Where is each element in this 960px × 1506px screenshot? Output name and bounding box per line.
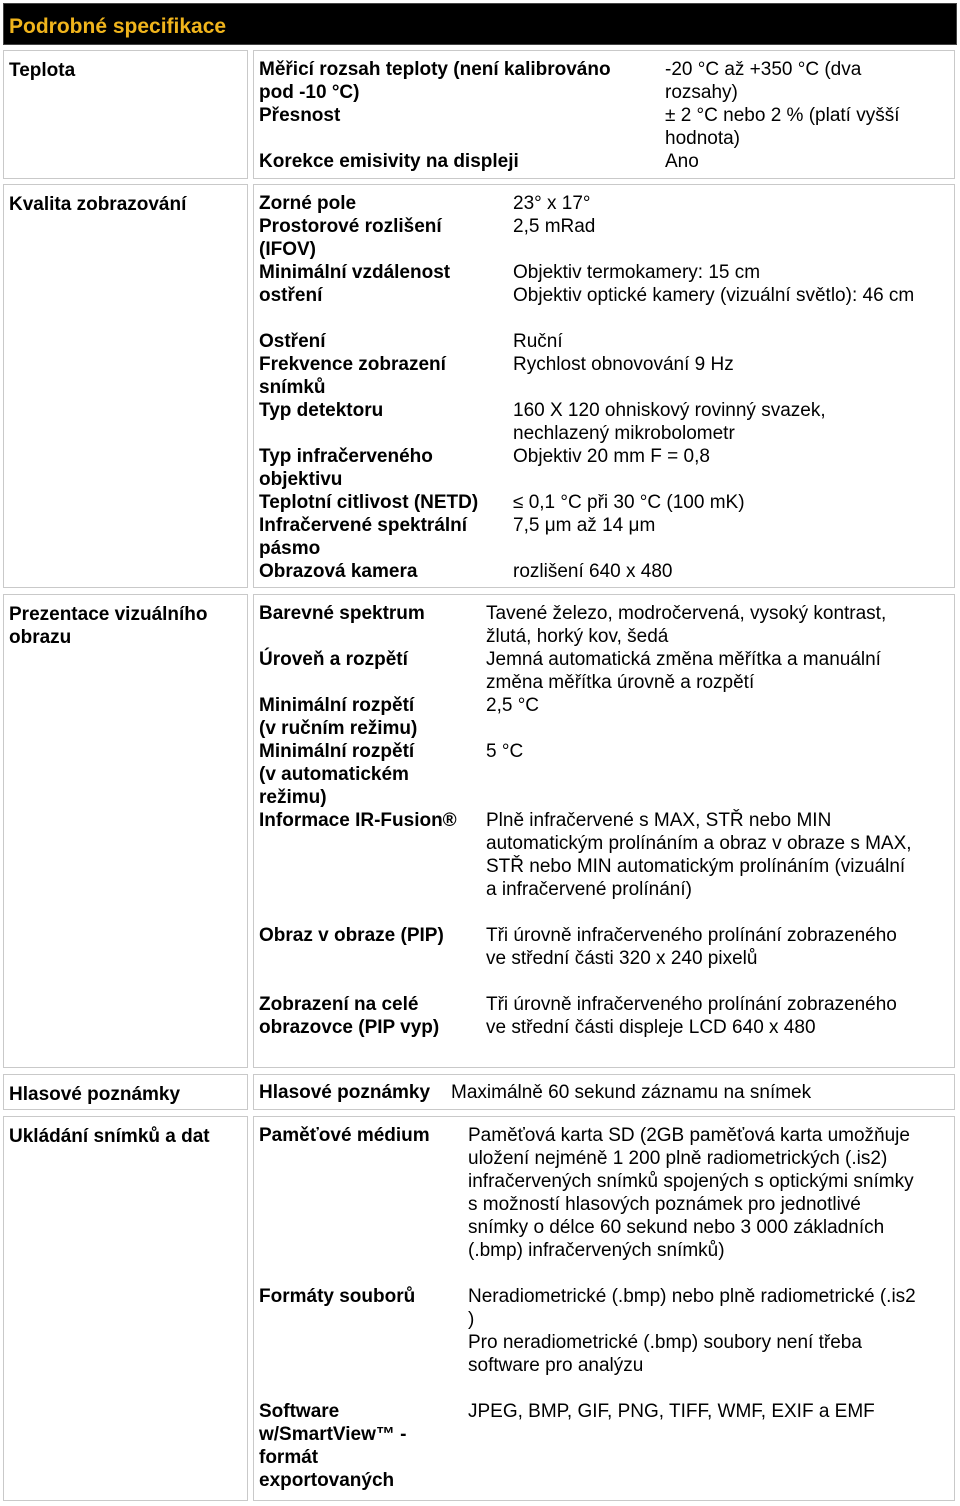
spec-value — [513, 215, 595, 238]
spec-value — [513, 330, 563, 353]
spec-value — [513, 514, 655, 537]
spec-value — [665, 150, 699, 173]
spec-label-line: Měřicí rozsah teploty (není kalibrováno — [259, 59, 611, 80]
section-title: Hlasové poznámky — [9, 1084, 181, 1105]
spec-label-line: režimu) — [259, 787, 327, 808]
spec-value-line: s možností hlasových poznámek pro jednotlivé — [468, 1194, 861, 1215]
spec-value — [513, 491, 745, 514]
spec-value-line: ± 2 °C nebo 2 % (platí vyšší — [665, 105, 900, 126]
section-kvalita-title-cell — [3, 184, 248, 588]
spec-value — [468, 1285, 916, 1377]
spec-value-line: infračervených snímků spojených s optickými snímky — [468, 1171, 914, 1192]
spec-value-line: STŘ nebo MIN automatickým prolínáním (vizuální — [486, 856, 906, 877]
spec-value-line: 2,5 mRad — [513, 216, 596, 237]
section-title: Kvalita zobrazování — [9, 194, 187, 215]
spec-value — [468, 1400, 875, 1423]
spec-value-line: hodnota) — [665, 128, 741, 149]
spec-value: Maximálně 60 sekund záznamu na snímek — [451, 1082, 812, 1103]
spec-label — [259, 602, 425, 625]
spec-label-line: Prostorové rozlišení — [259, 216, 442, 237]
page-title: Podrobné specifikace — [9, 15, 227, 38]
section-title-line: Prezentace vizuálního — [9, 604, 208, 625]
spec-label-line: (v automatickém — [259, 764, 409, 785]
spec-value-line: Ruční — [513, 331, 563, 352]
spec-value — [665, 104, 900, 150]
spec-value-line: Jemná automatická změna měřítka a manuální — [486, 649, 881, 670]
spec-value-line: 5 °C — [486, 741, 524, 762]
spec-label-line: (v ručním režimu) — [259, 718, 418, 739]
spec-value-line: Neradiometrické (.bmp) nebo plně radiometrické (.is2 — [468, 1286, 916, 1307]
spec-label — [259, 353, 446, 399]
spec-label-line: Korekce emisivity na displeji — [259, 151, 519, 172]
spec-label-line: Minimální rozpětí — [259, 695, 415, 716]
spec-value-line: Pro neradiometrické (.bmp) soubory není třeba — [468, 1332, 862, 1353]
spec-label-line: Ostření — [259, 331, 326, 352]
spec-value-line: ) — [468, 1309, 475, 1330]
spec-value-line: nechlazený mikrobolometr — [513, 423, 735, 444]
spec-label — [259, 104, 340, 127]
spec-value-line: Ano — [665, 151, 699, 172]
spec-label-line: Infračervené spektrální — [259, 515, 468, 536]
spec-label-line: Informace IR-Fusion® — [259, 810, 457, 831]
spec-value — [486, 809, 912, 901]
spec-value-line: JPEG, BMP, GIF, PNG, TIFF, WMF, EXIF a EMF — [468, 1401, 875, 1422]
spec-label-line: obrazovce (PIP vyp) — [259, 1017, 440, 1038]
spec-value-line: Tři úrovně infračerveného prolínání zobrazeného — [486, 994, 897, 1015]
spec-label — [259, 560, 417, 583]
spec-label-line: Zobrazení na celé — [259, 994, 419, 1015]
spec-label — [259, 1400, 406, 1492]
spec-value-line: rozsahy) — [665, 82, 738, 103]
spec-value-line: ≤ 0,1 °C při 30 °C (100 mK) — [513, 492, 745, 513]
spec-label: Hlasové poznámky — [259, 1082, 431, 1103]
spec-value-line: Objektiv optické kamery (vizuální světlo): 46 cm — [513, 285, 915, 306]
spec-label-line: Typ infračerveného — [259, 446, 433, 467]
section-title: Ukládání snímků a dat — [9, 1126, 210, 1147]
header-bar — [3, 3, 957, 45]
spec-label — [259, 261, 450, 307]
spec-value — [513, 560, 673, 583]
spec-value-line: snímky o délce 60 sekund nebo 3 000 základních — [468, 1217, 885, 1238]
spec-value-line: Plně infračervené s MAX, STŘ nebo MIN — [486, 810, 832, 831]
spec-label — [259, 924, 444, 947]
spec-label-line: w/SmartView™ - — [259, 1424, 407, 1445]
spec-value-line: 160 X 120 ohniskový rovinný svazek, — [513, 400, 826, 421]
spec-value-line: uložení nejméně 1 200 plně radiometrických (.is2) — [468, 1148, 888, 1169]
spec-value-line: Rychlost obnovování 9 Hz — [513, 354, 734, 375]
spec-label — [259, 150, 519, 173]
spec-label — [259, 491, 478, 514]
spec-label — [259, 192, 356, 215]
spec-label — [259, 1124, 430, 1147]
spec-label — [259, 445, 433, 491]
spec-value-line: Paměťová karta SD (2GB paměťová karta umožňuje — [468, 1125, 910, 1146]
spec-value-line: Tři úrovně infračerveného prolínání zobrazeného — [486, 925, 897, 946]
spec-value — [468, 1124, 914, 1262]
spec-label — [259, 58, 611, 104]
spec-value-line: Objektiv termokamery: 15 cm — [513, 262, 761, 283]
spec-label-line: Frekvence zobrazení — [259, 354, 446, 375]
spec-label-line: Minimální vzdálenost — [259, 262, 451, 283]
spec-value-line: automatickým prolínáním a obraz v obraze s MAX, — [486, 833, 912, 854]
spec-value-line: -20 °C až +350 °C (dva — [665, 59, 862, 80]
spec-label — [259, 740, 414, 809]
spec-value-line: a infračervené prolínání) — [486, 879, 692, 900]
spec-value — [486, 924, 897, 970]
spec-label-line: Formáty souborů — [259, 1286, 416, 1307]
spec-label-line: Minimální rozpětí — [259, 741, 415, 762]
spec-label — [259, 694, 417, 740]
spec-label-line: Obraz v obraze (PIP) — [259, 925, 444, 946]
spec-value — [513, 445, 710, 468]
spec-label — [259, 1285, 415, 1308]
spec-value-line: 23° x 17° — [513, 193, 591, 214]
section-title: Teplota — [9, 60, 76, 81]
spec-label-line: Typ detektoru — [259, 400, 384, 421]
spec-value — [513, 261, 914, 307]
spec-label-line: pod -10 °C) — [259, 82, 360, 103]
spec-label-line: exportovaných — [259, 1470, 395, 1491]
spec-value — [486, 740, 523, 763]
spec-label-line: Přesnost — [259, 105, 341, 126]
spec-label-line: Teplotní citlivost (NETD) — [259, 492, 479, 513]
spec-value — [486, 648, 881, 694]
spec-label-line: (IFOV) — [259, 239, 316, 260]
spec-label-line: objektivu — [259, 469, 343, 490]
spec-value — [513, 399, 826, 445]
spec-label — [259, 514, 467, 560]
section-prezentace-title-cell — [3, 594, 248, 1068]
section-title — [9, 603, 241, 649]
spec-label-line: Úroveň a rozpětí — [259, 649, 408, 670]
spec-label-line: snímků — [259, 377, 326, 398]
spec-label — [259, 993, 439, 1039]
spec-value — [665, 58, 861, 104]
spec-value-line: 7,5 μm až 14 μm — [513, 515, 656, 536]
spec-label-line: Paměťové médium — [259, 1125, 430, 1146]
section-ukladani-title-cell — [3, 1116, 248, 1501]
spec-value-line: Tavené železo, modročervená, vysoký kontrast, — [486, 603, 887, 624]
spec-value — [486, 602, 886, 648]
spec-value-line: ve střední části displeje LCD 640 x 480 — [486, 1017, 816, 1038]
spec-label-line: Obrazová kamera — [259, 561, 418, 582]
spec-value-line: 2,5 °C — [486, 695, 540, 716]
spec-value-line: změna měřítka úrovně a rozpětí — [486, 672, 755, 693]
spec-value-line: Objektiv 20 mm F = 0,8 — [513, 446, 710, 467]
section-title-line: obrazu — [9, 627, 72, 648]
spec-value-line: žlutá, horký kov, šedá — [486, 626, 669, 647]
spec-label-line: Zorné pole — [259, 193, 357, 214]
spec-value — [513, 353, 734, 376]
spec-label — [259, 648, 408, 671]
spec-value-line: rozlišení 640 x 480 — [513, 561, 673, 582]
section-teplota-title-cell — [3, 50, 248, 179]
spec-value — [486, 993, 897, 1039]
spec-label-line: formát — [259, 1447, 319, 1468]
spec-value — [486, 694, 539, 717]
spec-label-line: pásmo — [259, 538, 321, 559]
spec-label — [259, 330, 326, 353]
spec-label — [259, 215, 442, 261]
spec-value-line: software pro analýzu — [468, 1355, 644, 1376]
spec-value-line: ve střední části 320 x 240 pixelů — [486, 948, 758, 969]
spec-label — [259, 809, 457, 832]
section-hlasove-title-cell — [3, 1074, 248, 1110]
spec-label-line: Barevné spektrum — [259, 603, 425, 624]
spec-value — [513, 192, 591, 215]
spec-label — [259, 399, 383, 422]
spec-label-line: ostření — [259, 285, 323, 306]
spec-label-line: Software — [259, 1401, 340, 1422]
spec-value-line: (.bmp) infračervených snímků) — [468, 1240, 725, 1261]
